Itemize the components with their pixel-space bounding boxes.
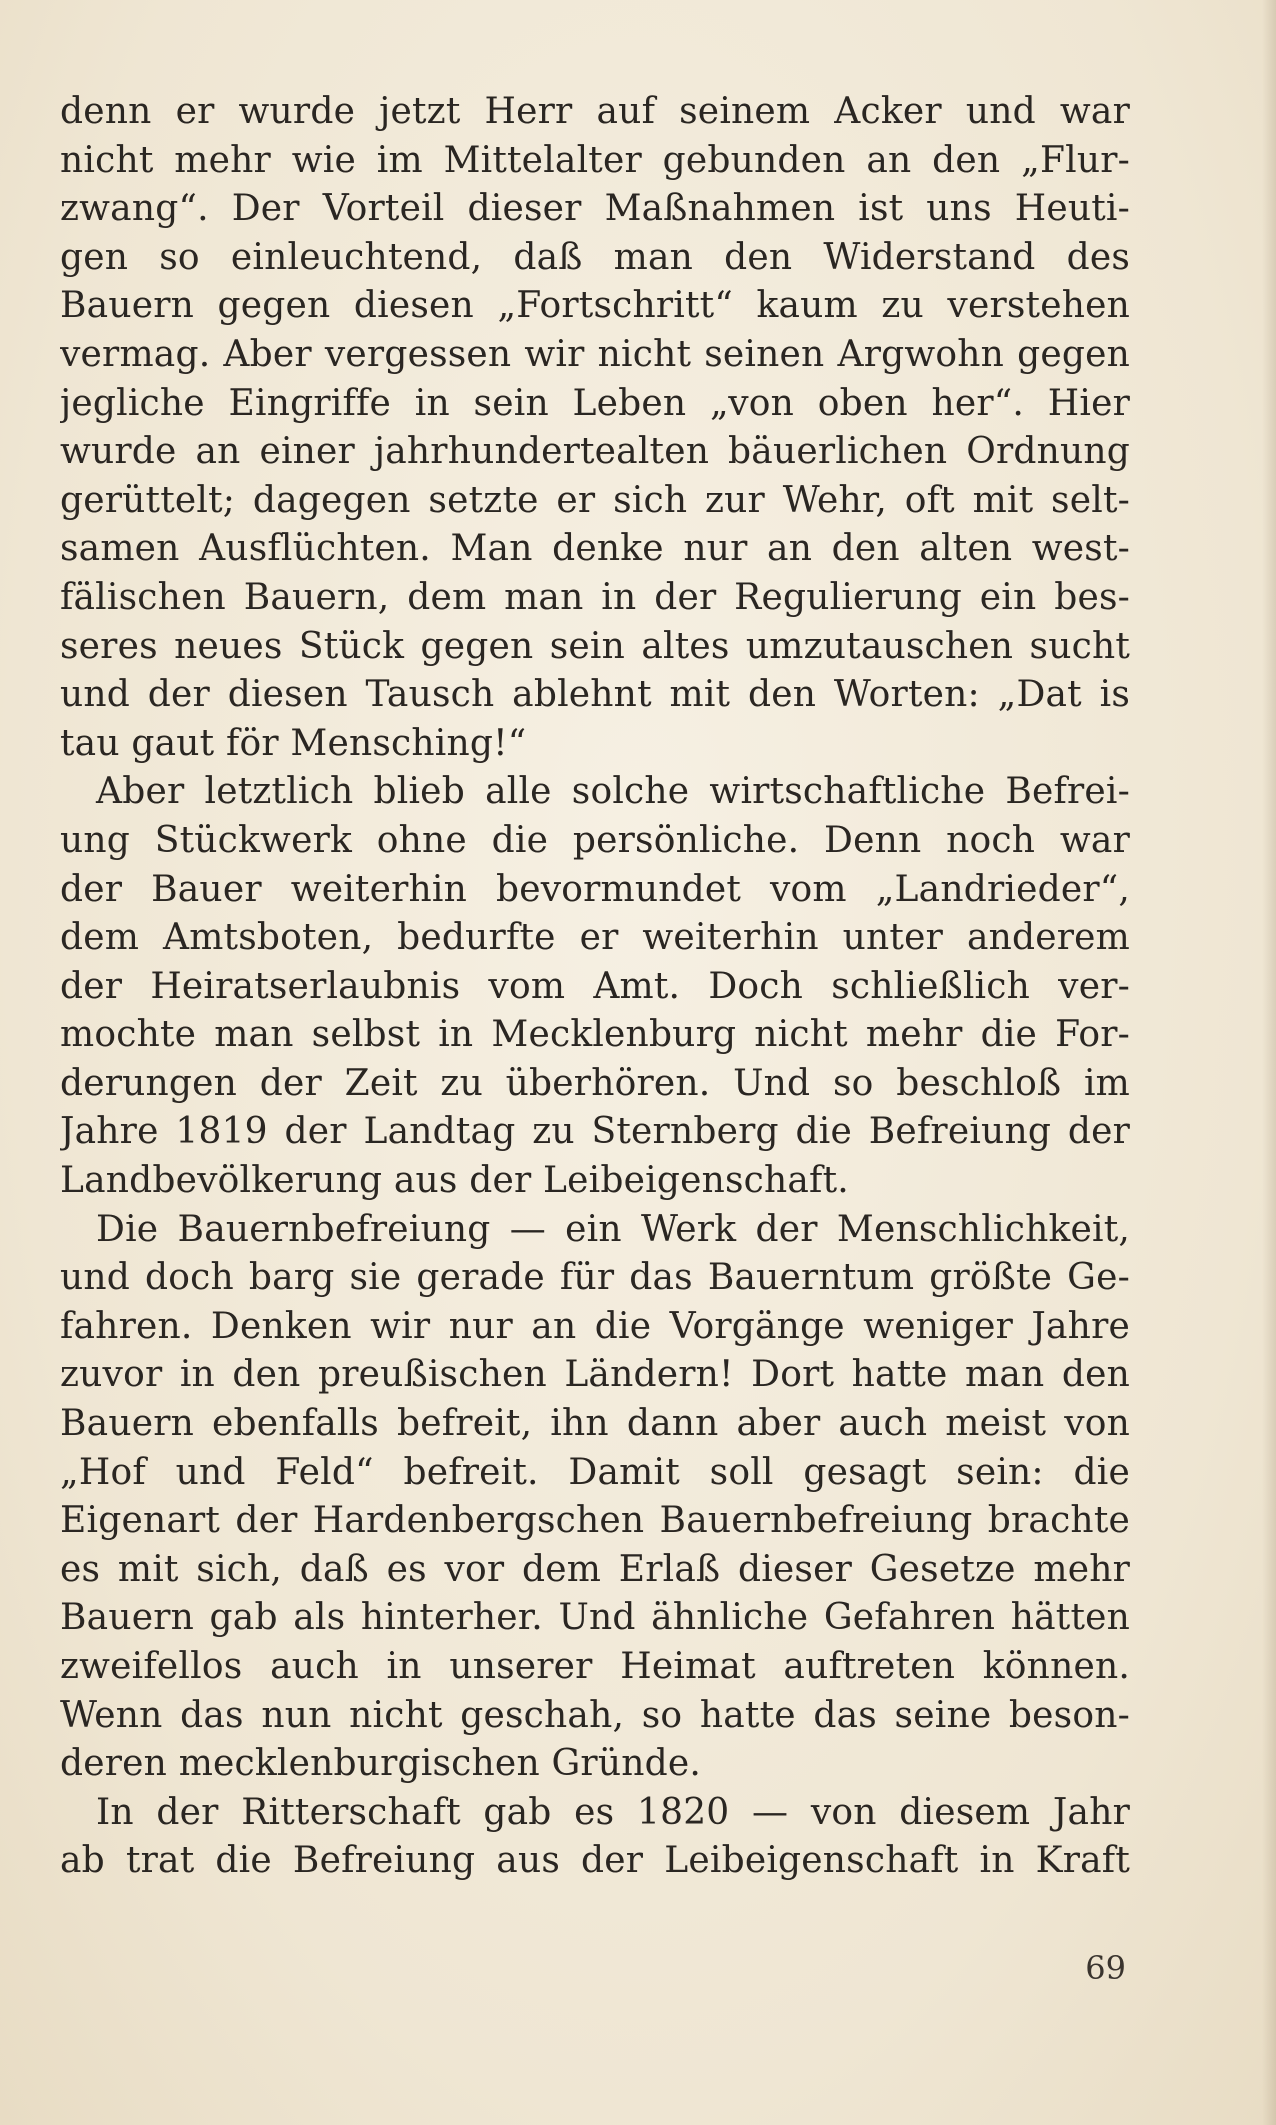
text-line: mochte man selbst in Mecklenburg nicht mehr die For-	[60, 1014, 1130, 1056]
text-line: „Hof und Feld“ befreit. Damit soll gesagt sein: die	[60, 1451, 1130, 1493]
text-line: gen so einleuchtend, daß man den Widerstand des	[60, 236, 1130, 278]
text-line: tau gaut för Mensching!“	[60, 722, 527, 764]
text-line: es mit sich, daß es vor dem Erlaß dieser Gesetze mehr	[60, 1548, 1130, 1590]
text-line: ung Stückwerk ohne die persönliche. Denn noch war	[60, 819, 1130, 861]
text-line: Eigenart der Hardenbergschen Bauernbefreiung brachte	[60, 1500, 1130, 1542]
text-line: dem Amtsboten, bedurfte er weiterhin unter anderem	[60, 917, 1130, 959]
text-line: Landbevölkerung aus der Leibeigenschaft.	[60, 1160, 849, 1202]
text-line: Aber letztlich blieb alle solche wirtschaftliche Befrei-	[96, 771, 1130, 813]
text-line: jegliche Eingriffe in sein Leben „von oben her“. Hier	[60, 382, 1130, 424]
page-number: 69	[1085, 1949, 1126, 1987]
text-line: und doch barg sie gerade für das Bauerntum größte Ge-	[60, 1257, 1130, 1299]
text-line: In der Ritterschaft gab es 1820 — von diesem Jahr	[96, 1791, 1130, 1833]
text-line: ab trat die Befreiung aus der Leibeigenschaft in Kraft	[60, 1840, 1130, 1882]
text-line: zweifellos auch in unserer Heimat auftreten können.	[60, 1646, 1130, 1687]
text-line: derungen der Zeit zu überhören. Und so beschloß im	[60, 1062, 1130, 1104]
text-line: wurde an einer jahrhundertealten bäuerlichen Ordnung	[60, 431, 1130, 473]
text-line: und der diesen Tausch ablehnt mit den Worten: „Dat is	[60, 674, 1130, 716]
text-line: denn er wurde jetzt Herr auf seinem Acker und war	[60, 91, 1130, 132]
text-line: der Heiratserlaubnis vom Amt. Doch schließlich ver-	[60, 965, 1130, 1007]
text-line: der Bauer weiterhin bevormundet vom „Landrieder“,	[60, 868, 1130, 910]
text-line: seres neues Stück gegen sein altes umzutauschen sucht	[60, 625, 1130, 667]
text-line: gerüttelt; dagegen setzte er sich zur Wehr, oft mit selt-	[60, 479, 1130, 521]
text-line: Die Bauernbefreiung — ein Werk der Menschlichkeit,	[96, 1208, 1130, 1250]
text-line: fahren. Denken wir nur an die Vorgänge weniger Jahre	[60, 1305, 1130, 1347]
text-line: Jahre 1819 der Landtag zu Sternberg die Befreiung der	[60, 1111, 1130, 1153]
text-line: zuvor in den preußischen Ländern! Dort hatte man den	[60, 1354, 1130, 1396]
page-edge-shadow	[1262, 0, 1276, 2125]
text-line: Bauern ebenfalls befreit, ihn dann aber auch meist von	[60, 1403, 1130, 1445]
body-text	[60, 88, 1130, 1886]
text-line: deren mecklenburgischen Gründe.	[60, 1743, 701, 1785]
text-line: nicht mehr wie im Mittelalter gebunden an den „Flur-	[60, 139, 1130, 181]
text-line: fälischen Bauern, dem man in der Regulierung ein bes-	[60, 576, 1130, 618]
text-line: vermag. Aber vergessen wir nicht seinen Argwohn gegen	[60, 333, 1130, 375]
text-line: Bauern gegen diesen „Fortschritt“ kaum zu verstehen	[60, 285, 1130, 327]
text-line: Wenn das nun nicht geschah, so hatte das seine beson-	[60, 1694, 1130, 1736]
text-line: samen Ausflüchten. Man denke nur an den alten west-	[60, 528, 1130, 570]
text-line: zwang“. Der Vorteil dieser Maßnahmen ist uns Heuti-	[60, 188, 1130, 230]
text-line: Bauern gab als hinterher. Und ähnliche Gefahren hätten	[60, 1597, 1130, 1639]
